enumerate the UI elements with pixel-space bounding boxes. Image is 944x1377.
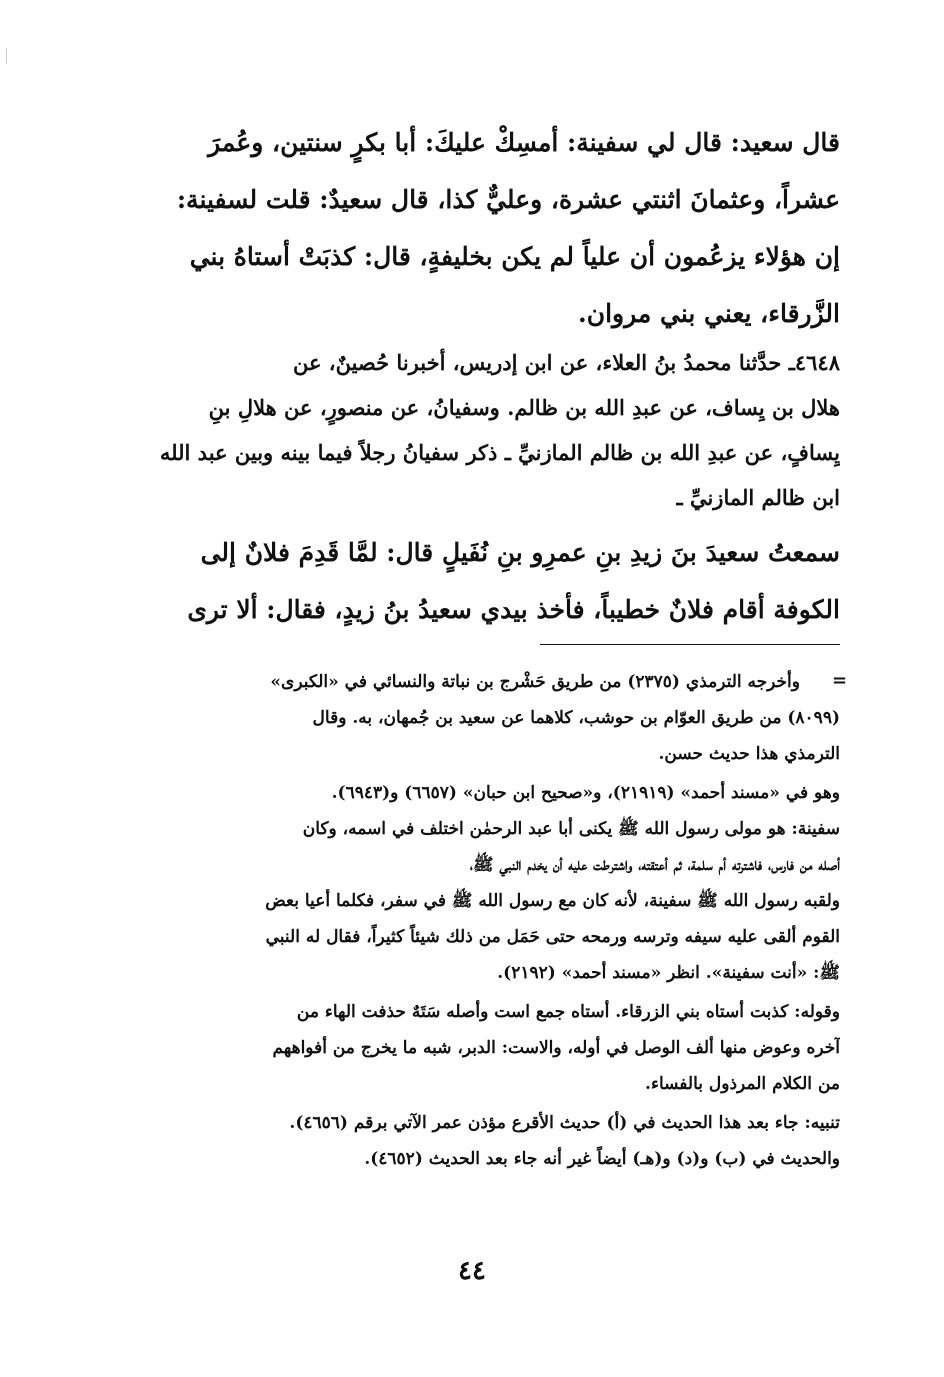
- footnote-line: والحديث في (ب) و(د) و(هـ) أيضاً غير أنه جاء بعد الحديث (٤٦٥٢).: [364, 1149, 840, 1169]
- page-number: ٤٤: [458, 1256, 486, 1286]
- text-line: قال سعيد: قال لي سفينة: أمسِكْ عليكَ: أبا بكرٍ سنتين، وعُمرَ: [208, 128, 840, 157]
- footnote-line: ﷺ: «أنت سفينة». انظر «مسند أحمد» (٢١٩٢).: [497, 963, 840, 983]
- footnote-line: (٨٠٩٩) من طريق العوّام بن حوشب، كلاهما عن سعيد بن جُمهان، به. وقال: [312, 708, 840, 728]
- footnotes: [118, 664, 840, 1177]
- text-line: يِسافٍ، عن عبدِ الله بن ظالم المازنيِّ ـ ذكر سفيانُ رجلاً فيما بينه وبين عبد الله: [159, 440, 840, 465]
- footnote-line: وقوله: كذبت أستاه بني الزرقاء. أستاه جمع است وأصله سَتَهٌ حذفت الهاء من: [296, 1002, 840, 1022]
- text-line: إن هؤلاء يزعُمون أن علياً لم يكن بخليفةٍ، قال: كذبَتْ أستاهُ بني: [189, 242, 840, 271]
- footnote-line: أصله من فارس، فاشترته أم سلمة، ثم أعتقته، واشترطت عليه أن يخدم النبي ﷺ،: [469, 855, 840, 875]
- text-line: الكوفة أقام فلانٌ خطيباً، فأخذ بيدي سعيدُ بنُ زيدٍ، فقال: ألا ترى: [187, 595, 840, 624]
- hadith-chain-paragraph: [128, 340, 840, 520]
- main-paragraph-3: [128, 524, 840, 638]
- text-line: سمعتُ سعيدَ بنَ زيدِ بنِ عمرِو بنِ نُفَيلٍ قال: لمَّا قَدِمَ فلانٌ إلى: [200, 538, 840, 567]
- footnote-line: القوم ألقى عليه سيفه وترسه ورمحه حتى حَمَل من ذلك شيئاً كثيراً، فقال له النبي: [265, 927, 840, 947]
- footnote-line: من الكلام المرذول بالفساء.: [645, 1074, 840, 1094]
- footnote-line: تنبيه: جاء بعد هذا الحديث في (أ) حديث الأقرع مؤذن عمر الآتي برقم (٤٦٥٦).: [289, 1113, 840, 1133]
- footnote-line: وأخرجه الترمذي (٢٣٧٥) من طريق حَشْرج بن نباتة والنسائي في «الكبرى»: [270, 672, 800, 692]
- footnote-line: آخره وعوض منها ألف الوصل في أوله، والاست: الدبر، شبه ما يخرج من أفواههم: [272, 1038, 840, 1058]
- footnote-line: سفينة: هو مولى رسول الله ﷺ يكنى أبا عبد الرحمٰن اختلف في اسمه، وكان: [302, 819, 840, 839]
- text-line: ابن ظالم المازنيِّ ـ: [676, 485, 840, 510]
- text-line: ٤٦٤٨ـ حدَّثنا محمدُ بنُ العلاء، عن ابن إدريس، أخبرنا حُصينٌ، عن: [292, 350, 840, 375]
- footnote-line: الترمذي هذا حديث حسن.: [658, 744, 840, 764]
- text-line: الزَّرقاء، يعني بني مروان.: [578, 299, 840, 328]
- footnote-continuation-mark: =: [832, 670, 848, 691]
- footnote-separator: [540, 644, 840, 645]
- text-line: عشراً، وعثمانَ اثنتي عشرة، وعليٌّ كذا، قال سعيدٌ: قلت لسفينة:: [176, 185, 840, 214]
- main-paragraph-1: [128, 114, 840, 342]
- footnote-line: وهو في «مسند أحمد» (٢١٩١٩)، و«صحيح ابن حبان» (٦٦٥٧) و(٦٩٤٣).: [331, 783, 840, 803]
- footnote-line: ولقبه رسول الله ﷺ سفينة، لأنه كان مع رسول الله ﷺ في سفر، فكلما أعيا بعض: [265, 891, 840, 911]
- text-line: هلال بن يِساف، عن عبدِ الله بن ظالم. وسفيانُ، عن منصورٍ، عن هلالِ بنِ: [208, 395, 840, 420]
- scan-margin-mark: [6, 48, 7, 64]
